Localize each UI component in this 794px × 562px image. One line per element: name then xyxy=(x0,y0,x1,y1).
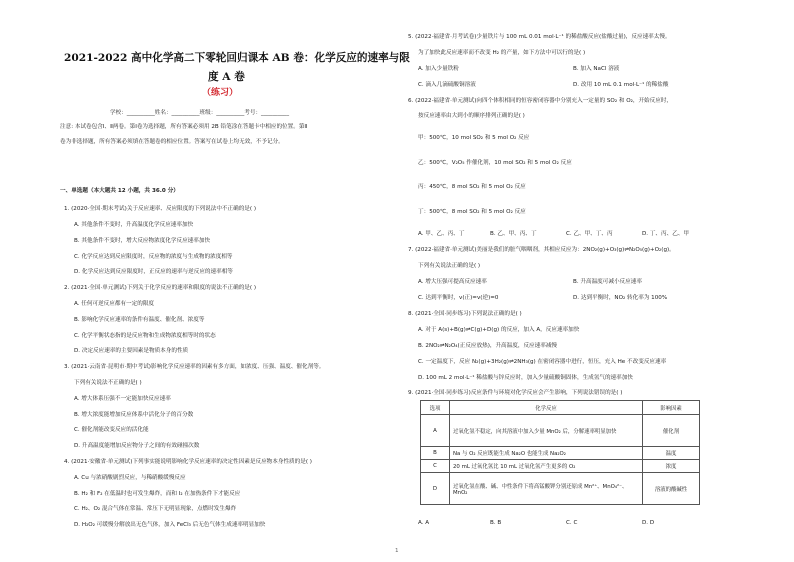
doc-title-line1: 2021-2022 高中化学高二下零轮回归课本 AB 卷：化学反应的速率与限 xyxy=(64,52,410,64)
option-line: B. 增大浓度能增加反应体系中活化分子的百分数 xyxy=(74,412,194,418)
reaction-factor-table xyxy=(420,400,700,505)
question-line: 4. (2021·安徽省·单元测试)下列事实能说明影响化学反应速率的决定性因素是反应物本身性质的是( ) xyxy=(64,459,312,465)
option-line: D. 丁、丙、乙、甲 xyxy=(642,231,690,237)
option-line: A. 加入少量铁粉 xyxy=(418,66,459,72)
table-cell-reaction: 20 mL 过氧化氢比 10 mL 过氧化氢产生更多的 O₂ xyxy=(450,460,643,473)
option-line: D. H₂O₂ 可缓慢分解放出无色气体，加入 FeCl₃ 后无色气体生成速率明显加快 xyxy=(74,522,266,528)
table-row xyxy=(421,415,700,447)
option-line: D. D xyxy=(642,520,655,526)
condition-line: 丁：500℃，8 mol SO₂ 和 5 mol O₂ 反应 xyxy=(418,209,526,215)
condition-line: 乙：500℃，V₂O₅ 作催化剂，10 mol SO₂ 和 5 mol O₂ 反应 xyxy=(418,160,572,166)
page-number: 1 xyxy=(395,548,399,554)
table-cell-reaction: 过氧化氢不稳定，向其溶液中加入少量 MnO₂ 后，分解速率明显加快 xyxy=(450,415,643,447)
question-line: 7. (2022·福建省·单元测试)美丽是我们的脏气咽咽剂，其相应反应为：2NO₂(g)+O₃(g)⇌N₂O₅(g)+O₂(g)。 xyxy=(408,247,675,253)
table-cell-factor: 催化剂 xyxy=(643,415,700,447)
table-cell-option: A xyxy=(421,415,450,447)
option-line: A. 增大压强可提高反应速率 xyxy=(418,279,487,285)
option-line: C. C xyxy=(566,520,578,526)
right-column xyxy=(408,0,743,562)
question-line: 下列有关说法正确的是( ) xyxy=(418,263,481,269)
table-cell-factor: 溶液的酸碱性 xyxy=(643,473,700,505)
option-line: D. 100 mL 2 mol·L⁻¹ 稀盐酸与锌反应时，加入少量硫酸铜固体，生成氢气的速率加快 xyxy=(418,375,633,381)
table-header-row xyxy=(421,401,700,415)
option-line: A. 其他条件不变时，升高温度化学反应速率加快 xyxy=(74,222,194,228)
question-line: 按反应速率由大到小的顺序排列正确的是( ) xyxy=(418,113,525,119)
option-line: B. H₂ 和 F₂ 在低温时也可发生爆炸，而和 I₂ 在加热条件下才能反应 xyxy=(74,491,241,497)
option-line: C. 一定温度下，反应 N₂(g)+3H₂(g)⇌2NH₃(g) 在密闭容器中进行，恒压，充入 He 不改变反应速率 xyxy=(418,359,667,365)
condition-line: 丙：450℃，8 mol SO₂ 和 5 mol O₂ 反应 xyxy=(418,184,526,190)
table-cell-reaction: Na 与 O₂ 反应既能生成 Na₂O 也能生成 Na₂O₂ xyxy=(450,447,643,460)
table-cell-factor: 浓度 xyxy=(643,460,700,473)
option-line: C. 乙、甲、丁、丙 xyxy=(566,231,613,237)
table-cell-reaction: 过氧化氢在酸、碱、中性条件下将高锰酸钾分别还原成 Mn²⁺、MnO₄²⁻、MnO₂ xyxy=(450,473,643,505)
option-line: B. 其他条件不变时，增大反应物浓度化学反应速率加快 xyxy=(74,238,211,244)
option-line: B. 影响化学反应速率的条件有温度、催化剂、浓度等 xyxy=(74,317,205,323)
option-line: A. 甲、乙、丙、丁 xyxy=(418,231,465,237)
question-line: 下列有关说法不正确的是( ) xyxy=(74,380,142,386)
question-line: 5. (2022·福建省·月考试卷)少量铁片与 100 mL 0.01 mol·L⁻¹ 的稀盐酸反应(盐酸过量)，反应速率太慢。 xyxy=(408,34,671,40)
table-row xyxy=(421,447,700,460)
question-line: 6. (2022·福建省·单元测试)向四个体积相同的恒容密闭容器中分别充入一定量的 SO₂ 和 O₂，开始反应时， xyxy=(408,98,673,104)
option-line: C. 达到平衡时，v(正)=v(逆)=0 xyxy=(418,295,499,301)
option-line: D. 达到平衡时，NO₂ 转化率为 100% xyxy=(573,295,668,301)
notice-line-2: 卷为非选择题，所有答案必须填在答题卷的相应位置。答案写在试卷上均无效，不予记分。 xyxy=(60,139,284,145)
option-line: C. 滴入几滴硫酸铜溶液 xyxy=(418,82,476,88)
option-line: A. Cu 与浓硝酸剧烈反应，与稀硝酸缓慢反应 xyxy=(74,475,186,481)
question-line: 8. (2021·全国·同步练习)下列说法正确的是( ) xyxy=(408,311,522,317)
table-header: 影响因素 xyxy=(643,401,700,415)
option-line: C. 化学反应达到反应限度时，反应物的浓度与生成物的浓度相等 xyxy=(74,254,233,260)
table-header: 选项 xyxy=(421,401,450,415)
option-line: A. 任何可逆反应都有一定的限度 xyxy=(74,301,155,307)
condition-line: 甲：500℃，10 mol SO₂ 和 5 mol O₂ 反应 xyxy=(418,135,530,141)
option-line: B. 乙、甲、丙、丁 xyxy=(490,231,537,237)
option-line: B. B xyxy=(490,520,502,526)
table-row xyxy=(421,473,700,505)
table-cell-option: B xyxy=(421,447,450,460)
table-row xyxy=(421,460,700,473)
notice-line-1: 注意: 本试卷包含Ⅰ、Ⅱ两卷。第Ⅰ卷为选择题，所有答案必须用 2B 铅笔涂在答题卡中相应的位置。第Ⅱ xyxy=(60,124,308,130)
table-cell-option: D xyxy=(421,473,450,505)
option-line: D. 决定反应速率的主要因素是物质本身的性质 xyxy=(74,348,189,354)
option-line: B. 加入 NaCl 溶液 xyxy=(573,66,620,72)
option-line: C. 化学平衡状态指的是反应物和生成物浓度相等时的状态 xyxy=(74,333,216,339)
doc-subtitle: （练习） xyxy=(202,88,239,98)
section-title: 一、单选题（本大题共 12 小题，共 36.0 分） xyxy=(60,188,179,194)
table-cell-option: C xyxy=(421,460,450,473)
table-cell-factor: 温度 xyxy=(643,447,700,460)
option-line: C. H₂、O₂ 混合气体在常温、常压下无明显现象，点燃时发生爆炸 xyxy=(74,506,237,512)
option-line: B. 升高温度可减小反应速率 xyxy=(573,279,642,285)
left-column xyxy=(60,0,410,562)
option-line: B. 2NO₂⇌N₂O₄(正反应放热)，升高温度，反应速率减慢 xyxy=(418,343,558,349)
question-line: 2. (2021·全国·单元测试)下列关于化学反应的速率和限度的说法不正确的是( ) xyxy=(64,285,257,291)
option-line: D. 改用 10 mL 0.1 mol·L⁻¹ 的稀盐酸 xyxy=(573,82,669,88)
option-line: C. 催化剂能改变反应的活化能 xyxy=(74,427,149,433)
table-header: 化学反应 xyxy=(450,401,643,415)
option-line: A. 对于 A(s)+B(g)⇌C(g)+D(g) 的反应，加入 A，反应速率加快 xyxy=(418,327,580,333)
question-line: 9. (2021·全国·同步练习)反应条件与环境对化学反应会产生影响，下列说法错误的是( ) xyxy=(408,390,623,396)
student-info-line: 学校：__________姓名：__________班级：__________考号：__________ xyxy=(110,110,290,116)
question-line: 3. (2021·云南省·昆明市·期中考试)影响化学反应速率的因素有多方面，如浓度、压强、温度、催化剂等。 xyxy=(64,364,325,370)
option-line: A. 增大体系压强不一定能加快反应速率 xyxy=(74,396,171,402)
doc-title-line2: 度 A 卷 xyxy=(208,71,245,83)
option-line: D. 化学反应达到反应限度时，正反应的速率与逆反应的速率相等 xyxy=(74,269,233,275)
question-line: 为了加快此反应速率而不改变 H₂ 的产量，如下方法中可以行的是( ) xyxy=(418,50,586,56)
question-line: 1. (2020·全国·期末考试)关于反应速率、反应限度的下列说法中不正确的是( ) xyxy=(64,206,257,212)
option-line: A. A xyxy=(418,520,430,526)
option-line: D. 升高温度能增加反应物分子之间的有效碰撞次数 xyxy=(74,443,200,449)
